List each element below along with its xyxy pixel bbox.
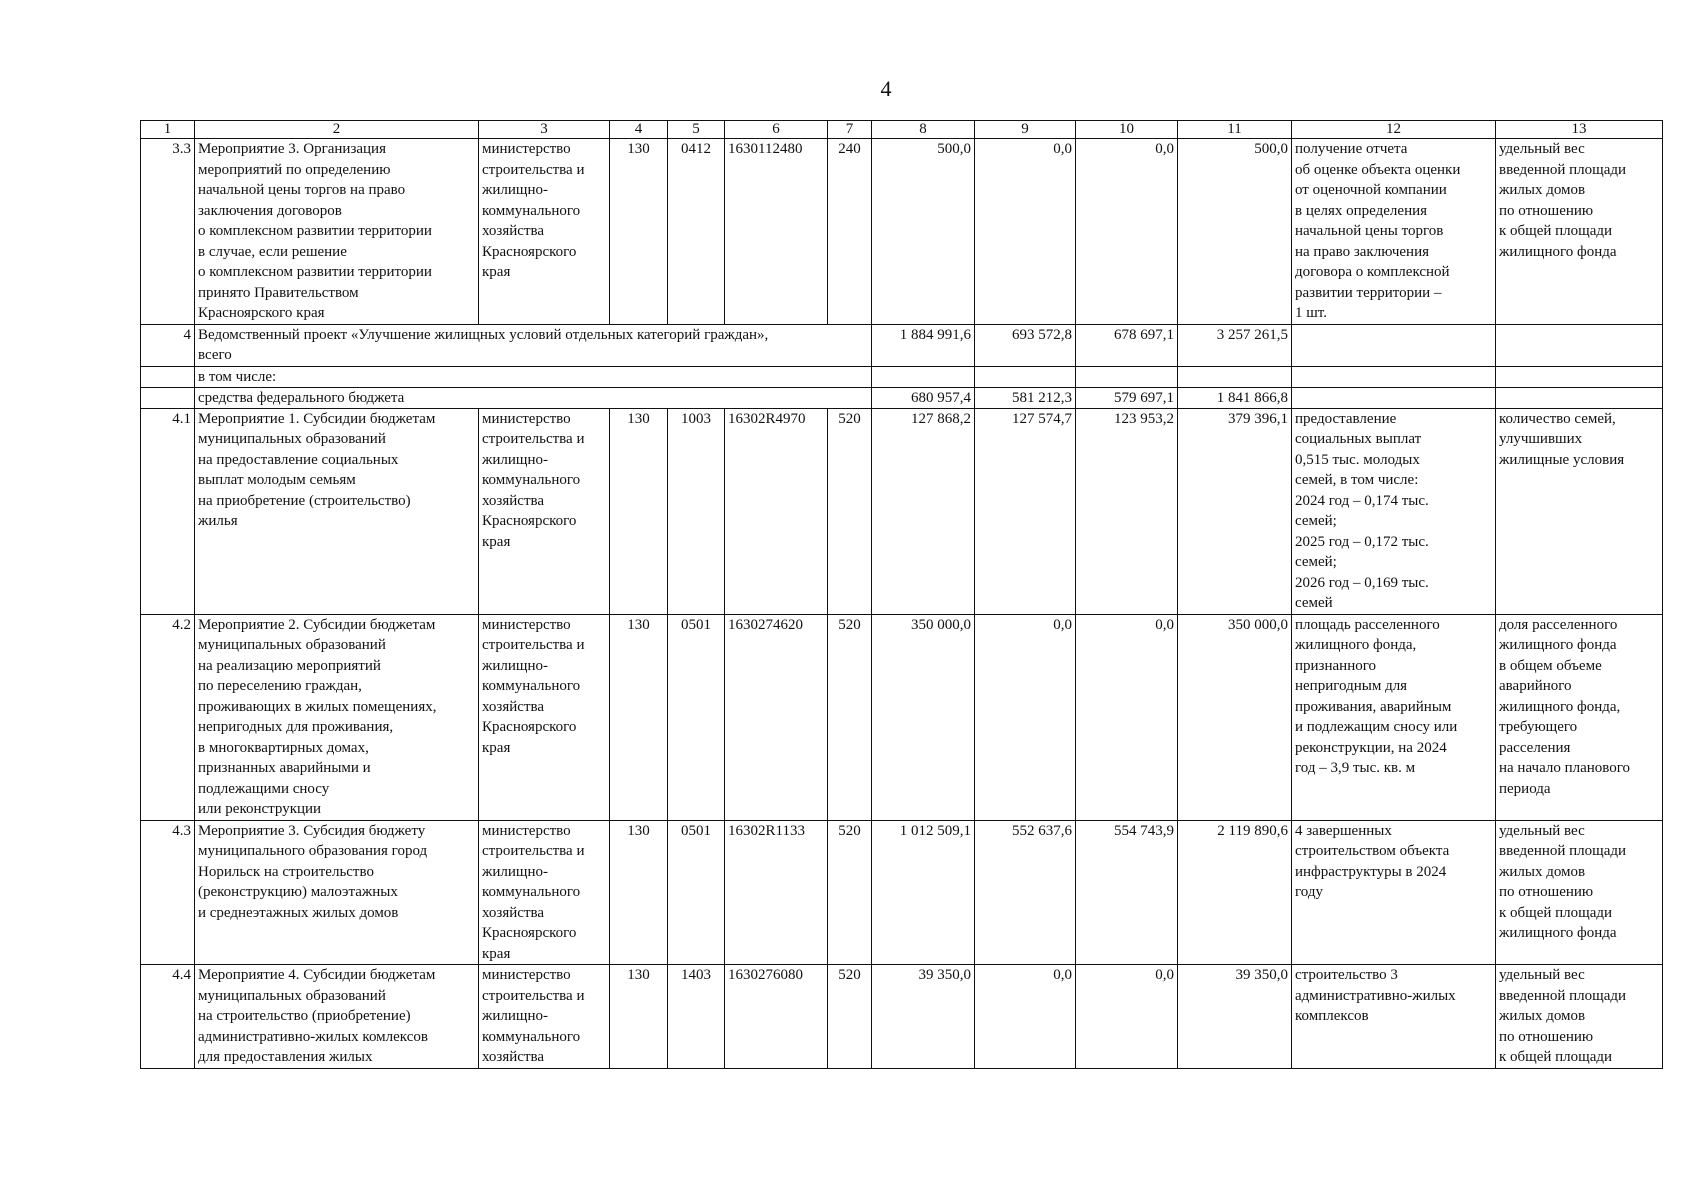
result-cell-line: год – 3,9 тыс. кв. м <box>1295 760 1416 776</box>
result-cell-line: 2026 год – 0,169 тыс. <box>1295 574 1429 591</box>
responsible-org-cell-line: хозяйства <box>482 904 545 921</box>
indicator-cell-line: жилищного фонда <box>1499 925 1617 941</box>
responsible-org-cell-line: коммунального <box>482 884 581 900</box>
result-cell <box>1292 965 1496 1069</box>
measure-name-cell-line: (реконструкцию) малоэтажных <box>198 884 398 900</box>
code-cell-c6: 1630274620 <box>725 614 828 820</box>
measure-name-cell-line: непригодных для проживания, <box>198 719 394 735</box>
table-row <box>141 820 1663 965</box>
responsible-org-cell <box>479 614 610 820</box>
measure-name-cell-line: Мероприятие 2. Субсидии бюджетам <box>198 616 436 633</box>
responsible-org-cell-line: хозяйства <box>482 1049 545 1065</box>
code-cell-c5: 0501 <box>668 614 725 820</box>
measure-name-cell-line: Ведомственный проект «Улучшение жилищных условий отдельных категорий граждан», <box>198 326 769 343</box>
amount-cell-c9: 0,0 <box>975 614 1076 820</box>
code-cell-c4: 130 <box>610 820 668 965</box>
result-cell-line: административно-жилых <box>1295 987 1456 1004</box>
header-cell: 6 <box>725 121 828 139</box>
measure-name-cell-line: о комплексном развитии территории <box>198 264 432 280</box>
table-row <box>141 366 1663 387</box>
measure-name-cell-line: подлежащими сносу <box>198 780 330 797</box>
measure-name-cell-line: Норильск на строительство <box>198 863 374 880</box>
responsible-org-cell-line: коммунального <box>482 678 581 694</box>
header-cell: 1 <box>141 121 195 139</box>
amount-cell-c10: 554 743,9 <box>1076 820 1178 965</box>
amount-cell-c8: 680 957,4 <box>872 387 975 408</box>
measure-name-cell-line: муниципальных образований <box>198 987 386 1004</box>
code-cell-c4: 130 <box>610 965 668 1069</box>
indicator-cell-line: удельный вес <box>1499 822 1585 839</box>
header-cell: 8 <box>872 121 975 139</box>
header-cell: 9 <box>975 121 1076 139</box>
result-cell-line: социальных выплат <box>1295 431 1422 447</box>
amount-cell-c9: 0,0 <box>975 965 1076 1069</box>
header-row <box>141 121 1663 139</box>
indicator-cell-line: жилищного фонда <box>1499 637 1617 653</box>
indicator-cell-line: улучшивших <box>1499 431 1583 447</box>
indicator-cell-line: доля расселенного <box>1499 616 1618 633</box>
result-cell-line: об оценке объекта оценки <box>1295 161 1461 178</box>
result-cell-line: договора о комплексной <box>1295 264 1450 280</box>
responsible-org-cell-line: министерство <box>482 822 571 839</box>
result-cell-line: получение отчета <box>1295 141 1408 157</box>
code-cell-c6: 1630112480 <box>725 139 828 325</box>
result-cell-line: предоставление <box>1295 410 1397 427</box>
row-number-cell <box>141 387 195 408</box>
header-cell: 11 <box>1178 121 1292 139</box>
responsible-org-cell-line: коммунального <box>482 202 581 219</box>
responsible-org-cell-line: министерство <box>482 616 571 633</box>
responsible-org-cell-line: края <box>482 739 511 756</box>
indicator-cell-line: введенной площади <box>1499 843 1627 859</box>
result-cell <box>1292 387 1496 408</box>
measure-name-cell-line: по переселению граждан, <box>198 678 362 694</box>
row-number-cell: 4 <box>141 324 195 366</box>
indicator-cell <box>1496 387 1663 408</box>
code-cell-c6: 16302R1133 <box>725 820 828 965</box>
result-cell <box>1292 366 1496 387</box>
table-row <box>141 614 1663 820</box>
header-cell: 5 <box>668 121 725 139</box>
measure-name-cell <box>195 324 872 366</box>
code-cell-c7: 520 <box>828 614 872 820</box>
measure-name-cell-line: на строительство (приобретение) <box>198 1008 411 1024</box>
header-cell: 3 <box>479 121 610 139</box>
indicator-cell-line: жилых домов <box>1499 182 1586 198</box>
result-cell-line: 0,515 тыс. молодых <box>1295 451 1420 468</box>
indicator-cell-line: к общей площади <box>1499 1049 1613 1065</box>
header-cell: 7 <box>828 121 872 139</box>
responsible-org-cell-line: Красноярского <box>482 925 577 941</box>
amount-cell-c8: 1 012 509,1 <box>872 820 975 965</box>
result-cell-line: в целях определения <box>1295 202 1428 219</box>
header-cell: 2 <box>195 121 479 139</box>
indicator-cell <box>1496 614 1663 820</box>
row-number-cell: 3.3 <box>141 139 195 325</box>
amount-cell-c10: 0,0 <box>1076 614 1178 820</box>
result-cell-line: признанного <box>1295 657 1376 674</box>
amount-cell-c10: 579 697,1 <box>1076 387 1178 408</box>
responsible-org-cell-line: строительства и <box>482 161 585 178</box>
measure-name-cell-line: для предоставления жилых <box>198 1049 373 1065</box>
result-cell-line: 2025 год – 0,172 тыс. <box>1295 533 1429 550</box>
amount-cell-c9: 581 212,3 <box>975 387 1076 408</box>
measure-name-cell-line: проживающих в жилых помещениях, <box>198 698 437 715</box>
indicator-cell-line: к общей площади <box>1499 223 1613 239</box>
indicator-cell-line: в общем объеме <box>1499 657 1602 674</box>
amount-cell-c10 <box>1076 366 1178 387</box>
measure-name-cell-line: в случае, если решение <box>198 243 347 260</box>
code-cell-c4: 130 <box>610 139 668 325</box>
table-body <box>141 139 1663 1069</box>
indicator-cell-line: на начало планового <box>1499 760 1631 776</box>
measure-name-cell-line: Мероприятие 3. Субсидия бюджету <box>198 822 426 839</box>
amount-cell-c11: 350 000,0 <box>1178 614 1292 820</box>
code-cell-c7: 520 <box>828 408 872 614</box>
row-number-cell <box>141 366 195 387</box>
code-cell-c5: 0412 <box>668 139 725 325</box>
code-cell-c7: 520 <box>828 965 872 1069</box>
result-cell-line: строительством объекта <box>1295 843 1450 859</box>
measure-name-cell-line: заключения договоров <box>198 202 342 219</box>
result-cell-line: развитии территории – <box>1295 284 1442 301</box>
measure-name-cell-line: всего <box>198 347 232 363</box>
amount-cell-c9: 127 574,7 <box>975 408 1076 614</box>
responsible-org-cell-line: строительства и <box>482 431 585 447</box>
measure-name-cell-line: на предоставление социальных <box>198 451 399 468</box>
result-cell-line: площадь расселенного <box>1295 616 1440 633</box>
result-cell <box>1292 139 1496 325</box>
amount-cell-c9: 552 637,6 <box>975 820 1076 965</box>
responsible-org-cell-line: жилищно- <box>482 863 548 880</box>
measure-name-cell-line: о комплексном развитии территории <box>198 223 432 239</box>
responsible-org-cell <box>479 965 610 1069</box>
table-row <box>141 387 1663 408</box>
result-cell-line: 1 шт. <box>1295 305 1327 321</box>
result-cell-line: семей; <box>1295 554 1337 570</box>
measure-name-cell-line: на приобретение (строительство) <box>198 492 411 509</box>
indicator-cell-line: удельный вес <box>1499 141 1585 157</box>
indicator-cell-line: требующего <box>1499 719 1578 735</box>
amount-cell-c9: 693 572,8 <box>975 324 1076 366</box>
measure-name-cell-line: Мероприятие 1. Субсидии бюджетам <box>198 410 436 427</box>
measure-name-cell-line: принято Правительством <box>198 284 359 301</box>
measure-name-cell-line: признанных аварийными и <box>198 760 371 776</box>
indicator-cell <box>1496 408 1663 614</box>
code-cell-c5: 1403 <box>668 965 725 1069</box>
amount-cell-c11: 1 841 866,8 <box>1178 387 1292 408</box>
measure-name-cell-line: и среднеэтажных жилых домов <box>198 904 399 921</box>
amount-cell-c10: 0,0 <box>1076 139 1178 325</box>
indicator-cell-line: введенной площади <box>1499 987 1627 1004</box>
measure-name-cell-line: Красноярского края <box>198 305 325 321</box>
result-cell-line: жилищного фонда, <box>1295 637 1417 653</box>
responsible-org-cell-line: коммунального <box>482 472 581 488</box>
measure-name-cell-line: Мероприятие 4. Субсидии бюджетам <box>198 967 436 983</box>
indicator-cell-line: жилищного фонда, <box>1499 698 1621 715</box>
amount-cell-c9 <box>975 366 1076 387</box>
header-cell: 13 <box>1496 121 1663 139</box>
measure-name-cell-line: жилья <box>198 513 238 529</box>
indicator-cell-line: количество семей, <box>1499 410 1616 427</box>
result-cell-line: 2024 год – 0,174 тыс. <box>1295 492 1429 509</box>
table-row <box>141 408 1663 614</box>
result-cell-line: строительство 3 <box>1295 967 1398 983</box>
page-number: 4 <box>880 76 892 101</box>
responsible-org-cell <box>479 139 610 325</box>
responsible-org-cell-line: края <box>482 945 511 962</box>
amount-cell-c11: 39 350,0 <box>1178 965 1292 1069</box>
result-cell-line: на право заключения <box>1295 243 1429 260</box>
row-label-cell: средства федерального бюджета <box>195 387 872 408</box>
code-cell-c4: 130 <box>610 408 668 614</box>
measure-name-cell <box>195 820 479 965</box>
amount-cell-c8 <box>872 366 975 387</box>
indicator-cell-line: расселения <box>1499 739 1571 756</box>
row-number-cell: 4.1 <box>141 408 195 614</box>
measure-name-cell-line: муниципальных образований <box>198 637 386 653</box>
row-number-cell: 4.4 <box>141 965 195 1069</box>
result-cell-line: инфраструктуры в 2024 <box>1295 863 1447 880</box>
measure-name-cell <box>195 614 479 820</box>
measure-name-cell-line: муниципального образования город <box>198 843 428 859</box>
amount-cell-c10: 678 697,1 <box>1076 324 1178 366</box>
responsible-org-cell-line: министерство <box>482 141 571 157</box>
result-cell-line: и подлежащим сносу или <box>1295 719 1458 735</box>
responsible-org-cell <box>479 820 610 965</box>
amount-cell-c11: 2 119 890,6 <box>1178 820 1292 965</box>
code-cell-c6: 1630276080 <box>725 965 828 1069</box>
result-cell-line: 4 завершенных <box>1295 822 1392 839</box>
responsible-org-cell-line: хозяйства <box>482 492 545 509</box>
indicator-cell-line: к общей площади <box>1499 904 1613 921</box>
amount-cell-c11: 500,0 <box>1178 139 1292 325</box>
responsible-org-cell <box>479 408 610 614</box>
result-cell <box>1292 324 1496 366</box>
amount-cell-c8: 500,0 <box>872 139 975 325</box>
measure-name-cell-line: Мероприятие 3. Организация <box>198 141 386 157</box>
measure-name-cell-line: мероприятий по определению <box>198 161 391 178</box>
indicator-cell-line: по отношению <box>1499 202 1594 219</box>
amount-cell-c11: 3 257 261,5 <box>1178 324 1292 366</box>
amount-cell-c11 <box>1178 366 1292 387</box>
indicator-cell-line: по отношению <box>1499 884 1594 900</box>
responsible-org-cell-line: хозяйства <box>482 223 545 239</box>
responsible-org-cell-line: Красноярского <box>482 719 577 735</box>
result-cell-line: начальной цены торгов <box>1295 223 1444 239</box>
indicator-cell-line: удельный вес <box>1499 967 1585 983</box>
indicator-cell <box>1496 324 1663 366</box>
responsible-org-cell-line: министерство <box>482 967 571 983</box>
result-cell-line: комплексов <box>1295 1008 1369 1024</box>
measure-name-cell-line: на реализацию мероприятий <box>198 657 381 674</box>
indicator-cell-line: введенной площади <box>1499 161 1627 178</box>
indicator-cell-line: жилищные условия <box>1499 451 1625 468</box>
responsible-org-cell-line: министерство <box>482 410 571 427</box>
measure-name-cell-line: в многоквартирных домах, <box>198 739 369 756</box>
responsible-org-cell-line: коммунального <box>482 1028 581 1045</box>
indicator-cell <box>1496 820 1663 965</box>
header-cell: 12 <box>1292 121 1496 139</box>
responsible-org-cell-line: края <box>482 264 511 280</box>
code-cell-c5: 1003 <box>668 408 725 614</box>
amount-cell-c10: 0,0 <box>1076 965 1178 1069</box>
measure-name-cell <box>195 408 479 614</box>
amount-cell-c8: 350 000,0 <box>872 614 975 820</box>
measure-name-cell-line: муниципальных образований <box>198 431 386 447</box>
responsible-org-cell-line: жилищно- <box>482 1008 548 1024</box>
indicator-cell-line: по отношению <box>1499 1028 1594 1045</box>
row-number-cell: 4.2 <box>141 614 195 820</box>
measure-name-cell-line: или реконструкции <box>198 801 322 817</box>
measure-name-cell-line: начальной цены торгов на право <box>198 182 406 198</box>
result-cell-line: непригодным для <box>1295 678 1408 694</box>
indicator-cell <box>1496 139 1663 325</box>
indicator-cell-line: аварийного <box>1499 678 1572 694</box>
amount-cell-c11: 379 396,1 <box>1178 408 1292 614</box>
responsible-org-cell-line: строительства и <box>482 637 585 653</box>
header-cell: 4 <box>610 121 668 139</box>
code-cell-c7: 520 <box>828 820 872 965</box>
amount-cell-c8: 127 868,2 <box>872 408 975 614</box>
indicator-cell-line: жилищного фонда <box>1499 243 1617 260</box>
header-cell: 10 <box>1076 121 1178 139</box>
row-number-cell: 4.3 <box>141 820 195 965</box>
amount-cell-c9: 0,0 <box>975 139 1076 325</box>
table-row <box>141 139 1663 325</box>
responsible-org-cell-line: строительства и <box>482 843 585 859</box>
responsible-org-cell-line: края <box>482 533 511 550</box>
indicator-cell <box>1496 366 1663 387</box>
responsible-org-cell-line: хозяйства <box>482 698 545 715</box>
measure-name-cell-line: административно-жилых комлексов <box>198 1028 428 1045</box>
result-cell-line: семей, в том числе: <box>1295 472 1419 488</box>
indicator-cell <box>1496 965 1663 1069</box>
responsible-org-cell-line: жилищно- <box>482 182 548 198</box>
budget-table <box>140 120 1663 1069</box>
result-cell-line: семей; <box>1295 513 1337 529</box>
result-cell-line: от оценочной компании <box>1295 182 1447 198</box>
amount-cell-c8: 39 350,0 <box>872 965 975 1069</box>
code-cell-c7: 240 <box>828 139 872 325</box>
measure-name-cell <box>195 139 479 325</box>
result-cell-line: семей <box>1295 595 1333 611</box>
result-cell-line: году <box>1295 884 1323 900</box>
result-cell-line: проживания, аварийным <box>1295 698 1452 715</box>
result-cell <box>1292 408 1496 614</box>
code-cell-c4: 130 <box>610 614 668 820</box>
code-cell-c5: 0501 <box>668 820 725 965</box>
responsible-org-cell-line: Красноярского <box>482 243 577 260</box>
amount-cell-c10: 123 953,2 <box>1076 408 1178 614</box>
responsible-org-cell-line: жилищно- <box>482 657 548 674</box>
row-label-cell: в том числе: <box>195 366 872 387</box>
responsible-org-cell-line: жилищно- <box>482 451 548 468</box>
responsible-org-cell-line: Красноярского <box>482 513 577 529</box>
code-cell-c6: 16302R4970 <box>725 408 828 614</box>
table-row <box>141 965 1663 1069</box>
table-row <box>141 324 1663 366</box>
responsible-org-cell-line: строительства и <box>482 987 585 1004</box>
indicator-cell-line: жилых домов <box>1499 863 1586 880</box>
result-cell <box>1292 614 1496 820</box>
result-cell <box>1292 820 1496 965</box>
measure-name-cell-line: выплат молодым семьям <box>198 472 356 488</box>
measure-name-cell <box>195 965 479 1069</box>
result-cell-line: реконструкции, на 2024 <box>1295 739 1447 756</box>
indicator-cell-line: периода <box>1499 780 1551 797</box>
amount-cell-c8: 1 884 991,6 <box>872 324 975 366</box>
indicator-cell-line: жилых домов <box>1499 1008 1586 1024</box>
